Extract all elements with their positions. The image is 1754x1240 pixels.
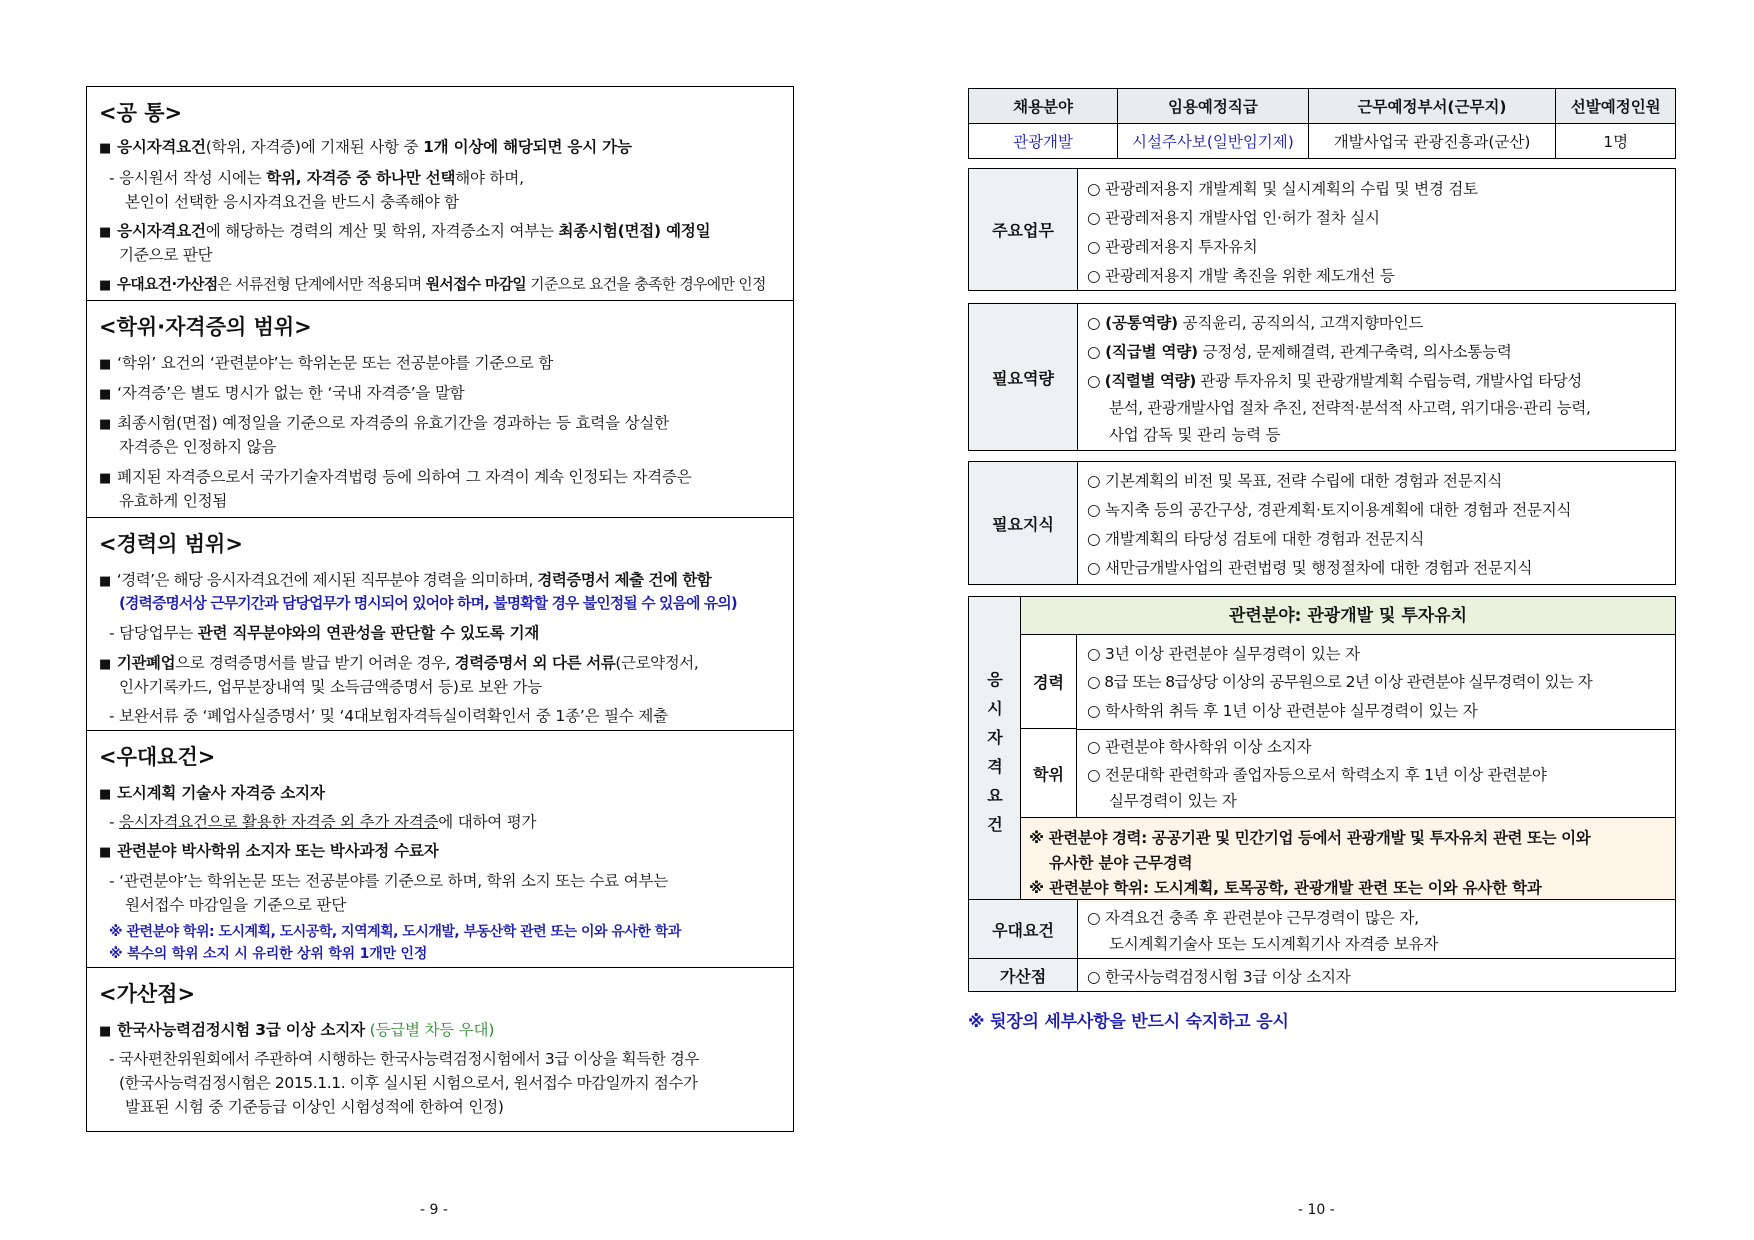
common-line-2: - 응시원서 작성 시에는 학위, 자격증 중 하나만 선택해야 하며, — [109, 169, 524, 187]
knowledge-box — [968, 461, 1676, 585]
bonus-box — [968, 958, 1676, 992]
section-title-bonus: <가산점> — [99, 982, 196, 1006]
section-preference — [87, 730, 793, 967]
qual-note-1: ※ 관련분야 경력: 공공기관 및 민간기업 등에서 관광개발 및 투자유치 관련 또는 이와 — [1029, 829, 1591, 847]
degree-line-5: ■ 폐지된 자격증으로서 국가기술자격법령 등에 의하여 그 자격이 계속 인정되는 자격증은 — [99, 468, 692, 486]
section-title-career: <경력의 범위> — [99, 532, 243, 556]
degree-line-3: ■ 최종시험(면접) 예정일을 기준으로 자격증의 유효기간을 경과하는 등 효력을 상실한 — [99, 414, 669, 432]
bonus-line-3: (한국사능력검정시험은 2015.1.1. 이후 실시된 시험으로서, 원서접수 마감일까지 점수가 — [119, 1074, 698, 1092]
recruit-table — [968, 88, 1676, 159]
competency-line-5: 사업 감독 및 관리 능력 등 — [1109, 426, 1281, 444]
competency-line-2: ○ (직급별 역량) 긍정성, 문제해결력, 관계구축력, 의사소통능력 — [1087, 343, 1512, 361]
knowledge-line-4: ○ 새만금개발사업의 관련법령 및 행정절차에 대한 경험과 전문지식 — [1087, 559, 1533, 577]
pref-box — [968, 899, 1676, 959]
qual-divider-1 — [1077, 729, 1675, 730]
header-grade: 임용예정직급 — [1118, 89, 1309, 124]
section-title-common: <공 통> — [99, 101, 183, 125]
career-label: 경력 — [1021, 635, 1077, 729]
right-pref-line-1: ○ 자격요건 충족 후 관련분야 근무경력이 많은 자, — [1087, 909, 1419, 927]
section-bonus — [87, 967, 793, 1131]
common-line-3: 본인이 선택한 응시자격요건을 반드시 충족해야 함 — [125, 193, 459, 211]
career-line-4: ■ 기관폐업으로 경력증명서를 발급 받기 어려운 경우, 경력증명서 외 다른 서류(근로약정서, — [99, 654, 699, 672]
career-line-2: (경력증명서상 근무기간과 담당업무가 명시되어 있어야 하며, 불명확할 경우 불인정될 수 있음에 유의) — [119, 595, 737, 612]
qualification-header: 관련분야: 관광개발 및 투자유치 — [1021, 597, 1675, 635]
common-line-4: ■ 응시자격요건에 해당하는 경력의 계산 및 학위, 자격증소지 여부는 최종시험(면접) 예정일 — [99, 222, 711, 240]
section-common — [87, 87, 793, 300]
qualification-side-label: 응 시 자 격 요 건 — [969, 597, 1021, 902]
qual-career-3: ○ 학사학위 취득 후 1년 이상 관련분야 실무경력이 있는 자 — [1087, 702, 1478, 720]
qual-degree-1: ○ 관련분야 학사학위 이상 소지자 — [1087, 738, 1312, 756]
duty-line-3: ○ 관광레저용지 투자유치 — [1087, 238, 1258, 256]
cell-department: 개발사업국 관광진흥과(군산) — [1308, 124, 1556, 159]
pref-line-5: 원서접수 마감일을 기준으로 판단 — [125, 896, 347, 914]
pref-label: 우대요건 — [969, 900, 1078, 958]
bonus-label: 가산점 — [969, 959, 1078, 991]
qual-note-3: ※ 관련분야 학위: 도시계획, 토목공학, 관광개발 관련 또는 이와 유사한 학과 — [1029, 879, 1542, 897]
bonus-line-2: - 국사편찬위원회에서 주관하여 시행하는 한국사능력검정시험에서 3급 이상을 획득한 경우 — [109, 1050, 700, 1068]
section-career — [87, 517, 793, 730]
recruit-data-row — [969, 124, 1676, 159]
competency-line-4: 분석, 관광개발사업 절차 추진, 전략적·분석적 사고력, 위기대응·관리 능력, — [1109, 399, 1591, 417]
common-line-1: ■ 응시자격요건(학위, 자격증)에 기재된 사항 중 1개 이상에 해당되면 응시 가능 — [99, 138, 632, 156]
section-title-degree: <학위·자격증의 범위> — [99, 315, 312, 339]
duty-box — [968, 168, 1676, 291]
pref-line-4: - ‘관련분야’는 학위논문 또는 전공분야를 기준으로 하며, 학위 소지 또는 수료 여부는 — [109, 872, 669, 890]
knowledge-line-2: ○ 녹지축 등의 공간구상, 경관계획·토지이용계획에 대한 경험과 전문지식 — [1087, 501, 1572, 519]
page-number-left: - 9 - — [420, 1202, 448, 1218]
knowledge-line-1: ○ 기본계획의 비전 및 목표, 전략 수립에 대한 경험과 전문지식 — [1087, 472, 1503, 490]
career-line-3: - 담당업무는 관련 직무분야와의 연관성을 판단할 수 있도록 기재 — [109, 624, 540, 642]
qual-notes — [1021, 817, 1675, 902]
header-field: 채용분야 — [969, 89, 1118, 124]
qual-career-1: ○ 3년 이상 관련분야 실무경력이 있는 자 — [1087, 645, 1360, 663]
section-title-preference: <우대요건> — [99, 745, 216, 769]
right-pref-line-2: 도시계획기술사 또는 도시계획기사 자격증 보유자 — [1109, 935, 1439, 953]
qualification-box — [968, 596, 1676, 901]
footnote: ※ 뒷장의 세부사항을 반드시 숙지하고 응시 — [968, 1012, 1289, 1032]
cell-field: 관광개발 — [969, 124, 1118, 159]
pref-line-3: ■ 관련분야 박사학위 소지자 또는 박사과정 수료자 — [99, 842, 439, 860]
degree-line-1: ■ ‘학위’ 요건의 ‘관련분야’는 학위논문 또는 전공분야를 기준으로 함 — [99, 354, 554, 372]
qual-career-2: ○ 8급 또는 8급상당 이상의 공무원으로 2년 이상 관련분야 실무경력이 있는 자 — [1087, 673, 1593, 691]
cell-headcount: 1명 — [1556, 124, 1676, 159]
degree-line-6: 유효하게 인정됨 — [119, 492, 228, 510]
degree-line-4: 자격증은 인정하지 않음 — [119, 438, 277, 456]
degree-line-2: ■ ‘자격증’은 별도 명시가 없는 한 ‘국내 자격증’을 말함 — [99, 384, 465, 402]
career-line-5: 인사기록카드, 업무분장내역 및 소득금액증명서 등)로 보완 가능 — [119, 678, 543, 696]
cell-grade: 시설주사보(일반임기제) — [1118, 124, 1309, 159]
duty-line-4: ○ 관광레저용지 개발 촉진을 위한 제도개선 등 — [1087, 267, 1395, 285]
page-number-right: - 10 - — [1298, 1202, 1335, 1218]
left-requirements-box — [86, 86, 794, 1132]
competency-label: 필요역량 — [969, 304, 1078, 450]
duty-line-1: ○ 관광레저용지 개발계획 및 실시계획의 수립 및 변경 검토 — [1087, 180, 1478, 198]
header-department: 근무예정부서(근무지) — [1308, 89, 1556, 124]
header-headcount: 선발예정인원 — [1556, 89, 1676, 124]
career-line-1: ■ ‘경력’은 해당 응시자격요건에 제시된 직무분야 경력을 의미하며, 경력증명서 제출 건에 한함 — [99, 571, 712, 589]
duty-label: 주요업무 — [969, 169, 1078, 290]
competency-box — [968, 303, 1676, 451]
common-line-6: ■ 우대요건·가산점은 서류전형 단계에서만 적용되며 원서접수 마감일 기준으로 요건을 충족한 경우에만 인정 — [99, 276, 766, 293]
qual-degree-3: 실무경력이 있는 자 — [1109, 792, 1237, 810]
duty-line-2: ○ 관광레저용지 개발사업 인·허가 절차 실시 — [1087, 209, 1380, 227]
qual-note-2: 유사한 분야 근무경력 — [1049, 854, 1193, 872]
pref-line-2: - 응시자격요건으로 활용한 자격증 외 추가 자격증에 대하여 평가 — [109, 813, 537, 831]
knowledge-line-3: ○ 개발계획의 타당성 검토에 대한 경험과 전문지식 — [1087, 530, 1425, 548]
bonus-line-4: 발표된 시험 중 기준등급 이상인 시험성적에 한하여 인정) — [125, 1098, 504, 1116]
pref-line-1: ■ 도시계획 기술사 자격증 소지자 — [99, 784, 325, 802]
career-line-6: - 보완서류 중 ‘폐업사실증명서’ 및 ‘4대보험자격득실이력확인서 중 1종’은 필수 제출 — [109, 707, 668, 725]
qual-degree-2: ○ 전문대학 관련학과 졸업자등으로서 학력소지 후 1년 이상 관련분야 — [1087, 766, 1547, 784]
competency-line-3: ○ (직렬별 역량) 관광 투자유치 및 관광개발계획 수립능력, 개발사업 타당성 — [1087, 372, 1582, 390]
recruit-header-row — [969, 89, 1676, 124]
right-bonus-line-1: ○ 한국사능력검정시험 3급 이상 소지자 — [1087, 968, 1351, 986]
degree-label: 학위 — [1021, 729, 1077, 817]
competency-line-1: ○ (공통역량) 공직윤리, 공직의식, 고객지향마인드 — [1087, 314, 1424, 332]
pref-note-1: ※ 관련분야 학위: 도시계획, 도시공학, 지역계획, 도시개발, 부동산학 관련 또는 이와 유사한 학과 — [109, 924, 681, 940]
common-line-5: 기준으로 판단 — [119, 246, 213, 264]
knowledge-label: 필요지식 — [969, 462, 1078, 584]
pref-note-2: ※ 복수의 학위 소지 시 유리한 상위 학위 1개만 인정 — [109, 946, 428, 962]
bonus-line-1: ■ 한국사능력검정시험 3급 이상 소지자 (등급별 차등 우대) — [99, 1021, 495, 1039]
section-degree — [87, 300, 793, 517]
